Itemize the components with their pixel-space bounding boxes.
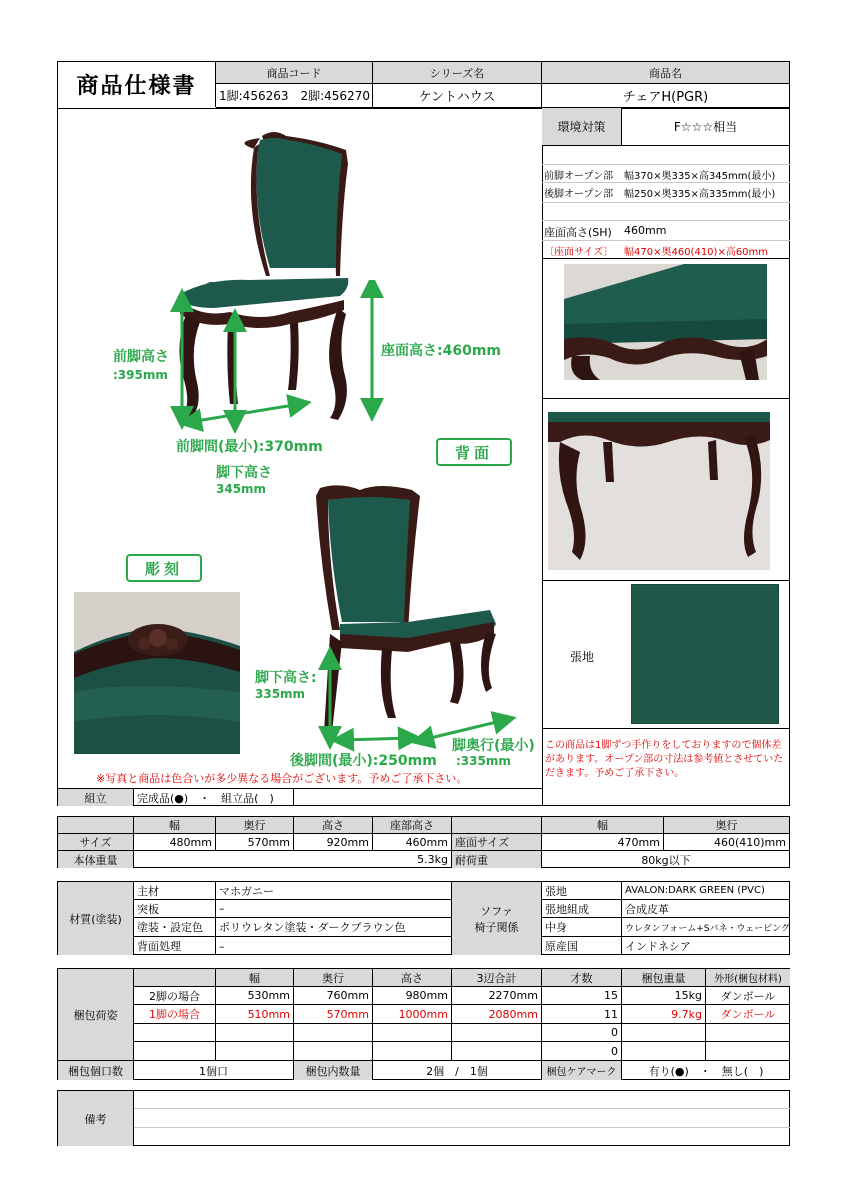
pkg-cell-h [373, 1042, 452, 1061]
leg-depth-label-a: 脚奥行(最小) [452, 738, 535, 754]
material-value-0: マホガニー [216, 882, 452, 900]
pkg-cell-h [373, 1024, 452, 1042]
seat-closeup-photo [564, 264, 767, 380]
pkg-cell-wt: 15kg [622, 987, 706, 1005]
page-title: 商品仕様書 [58, 62, 216, 107]
pkg-care-value: 有り(●) ・ 無し( ) [648, 1064, 764, 1078]
remarks-line [134, 1108, 790, 1109]
pkg-cell-w: 510mm [216, 1005, 294, 1024]
seat-size-label: 〔座面サイズ〕 [544, 247, 614, 258]
pkg-cell-name: 1脚の場合 [134, 1005, 216, 1024]
spec-divider [542, 202, 790, 203]
assembly-label: 組立 [58, 789, 134, 806]
seat-size-value: 幅470×奥460(410)×高60mm [624, 247, 769, 258]
sofa-value-1: 合成皮革 [622, 900, 790, 918]
pkg-cell-mat: ダンボール [706, 1005, 790, 1024]
load-value: 80kg以下 [641, 853, 691, 867]
under-leg-front-label-a: 脚下高さ [216, 465, 272, 481]
pkg-cell-name [134, 1024, 216, 1042]
load-label: 耐荷重 [452, 851, 542, 868]
back-view-badge: 背面 [436, 438, 512, 466]
pkg-cell-d: 570mm [294, 1005, 373, 1024]
spec-divider [542, 398, 790, 399]
remarks-line [134, 1127, 790, 1128]
seat-header-depth: 奥行 [664, 817, 790, 834]
sofa-label-line2: 椅子関係 [474, 920, 519, 934]
pkg-header-depth: 奥行 [294, 969, 373, 987]
front-dimension-lines [160, 280, 390, 440]
pkg-header-weight: 梱包重量 [622, 969, 706, 987]
name-label: 商品名 [542, 62, 790, 84]
material-key-2: 塗装・設定色 [134, 918, 216, 937]
under-leg-back-label-b: 335mm [255, 687, 306, 701]
sofa-key-1: 張地組成 [542, 900, 622, 918]
pkg-cell-sum: 2080mm [452, 1005, 542, 1024]
pkg-inner-label: 梱包内数量 [294, 1061, 373, 1080]
env-label: 環境対策 [542, 108, 622, 146]
pkg-header-sum: 3辺合計 [452, 969, 542, 987]
pkg-cell-sum [452, 1042, 542, 1061]
weight-value: 5.3kg [134, 851, 452, 868]
weight-label: 本体重量 [58, 851, 134, 868]
size-header-width: 幅 [134, 817, 216, 834]
pkg-cell-wt: 9.7kg [622, 1005, 706, 1024]
pkg-cell-wt [622, 1024, 706, 1042]
env-value: F☆☆☆相当 [622, 108, 790, 146]
series-label: シリーズ名 [373, 62, 542, 84]
pkg-header-height: 高さ [373, 969, 452, 987]
remarks-table [57, 1090, 790, 1146]
seat-width-value: 470mm [542, 834, 664, 851]
pkg-cell-mat [706, 1042, 790, 1061]
leg-depth-label-b: :335mm [456, 754, 511, 768]
sofa-value-2: ウレタンフォーム+Sバネ・ウェービング [622, 918, 790, 937]
size-header-height: 高さ [294, 817, 373, 834]
pkg-inner-value: 2個 / 1個 [373, 1061, 542, 1080]
size-corner [58, 817, 134, 834]
pkg-cell-w: 530mm [216, 987, 294, 1005]
material-key-0: 主材 [134, 882, 216, 900]
size-header-depth: 奥行 [216, 817, 294, 834]
fabric-swatch [631, 584, 779, 724]
seat-size-corner [452, 817, 542, 834]
fabric-label: 張地 [570, 650, 595, 664]
pkg-cell-w [216, 1042, 294, 1061]
color-disclaimer: ※写真と商品は色合いが多少異なる場合がございます。予めご了承下さい。 [96, 772, 468, 785]
front-leg-span-label: 前脚間(最小):370mm [176, 439, 323, 455]
carving-badge: 彫刻 [126, 554, 202, 582]
pkg-header-width: 幅 [216, 969, 294, 987]
size-header-seat: 座部高さ [373, 817, 452, 834]
pkg-count-value: 1個口 [134, 1061, 294, 1080]
pkg-cell-sum [452, 1024, 542, 1042]
pkg-cell-sai: 15 [542, 987, 622, 1005]
pkg-cell-d: 760mm [294, 987, 373, 1005]
front-open-label: 前脚オープン部 [544, 171, 614, 182]
size-depth-value: 570mm [216, 834, 294, 851]
material-label: 材質(塗装) [58, 882, 134, 955]
pkg-header-material: 外形(梱包材料) [706, 969, 790, 987]
code-value: 1脚:456263 2脚:456270 [216, 84, 373, 108]
pkg-cell-h: 980mm [373, 987, 452, 1005]
pkg-header-sai: 才数 [542, 969, 622, 987]
back-leg-span-label: 後脚間(最小):250mm [290, 753, 437, 769]
pkg-cell-mat [706, 1024, 790, 1042]
pkg-cell-name: 2脚の場合 [134, 987, 216, 1005]
material-value-2: ポリウレタン塗装・ダークブラウン色 [216, 918, 452, 937]
spec-divider [542, 182, 790, 183]
spec-divider [542, 164, 790, 165]
sofa-value-0: AVALON:DARK GREEN (PVC) [622, 882, 790, 900]
sofa-key-0: 張地 [542, 882, 622, 900]
seat-height-label: 座面高さ(SH) [544, 226, 612, 239]
assembly-value: 完成品(●) ・ 組立品( ) [134, 789, 294, 806]
size-row-label: サイズ [58, 834, 134, 851]
size-seat-value: 460mm [373, 834, 452, 851]
seat-depth-value: 460(410)mm [664, 834, 790, 851]
pkg-cell-d [294, 1024, 373, 1042]
pkg-cell-sai: 11 [542, 1005, 622, 1024]
pkg-care-label: 梱包ケアマーク [542, 1061, 622, 1080]
series-value: ケントハウス [373, 84, 542, 108]
pkg-cell-sai: 0 [542, 1042, 622, 1061]
pkg-count-label: 梱包個口数 [58, 1061, 134, 1080]
sofa-label-line1: ソファ [480, 904, 513, 918]
front-leg-height-label-b: :395mm [113, 368, 168, 382]
pkg-cell-mat: ダンボール [706, 987, 790, 1005]
remarks-label: 備考 [58, 1091, 134, 1146]
seat-height-value: 460mm [624, 224, 667, 237]
material-key-1: 突板 [134, 900, 216, 918]
seat-height-dim-label: 座面高さ:460mm [381, 343, 501, 359]
size-width-value: 480mm [134, 834, 216, 851]
under-leg-back-label-a: 脚下高さ: [255, 670, 317, 686]
sofa-label [452, 882, 542, 955]
under-leg-front-label-b: 345mm [216, 482, 267, 496]
package-corner [134, 969, 216, 987]
back-open-value: 幅250×奥335×高335mm(最小) [624, 189, 776, 200]
spec-divider [542, 220, 790, 221]
carving-closeup-photo [74, 592, 240, 754]
code-label: 商品コード [216, 62, 373, 84]
seat-header-width: 幅 [542, 817, 664, 834]
spec-divider [542, 258, 790, 259]
craft-note: この商品は1脚ずつ手作りをしておりますので個体差があります。オープン部の寸法は参考値とさせていただきます。予めご了承下さい。 [545, 740, 784, 779]
pkg-cell-h: 1000mm [373, 1005, 452, 1024]
size-height-value: 920mm [294, 834, 373, 851]
sofa-key-2: 中身 [542, 918, 622, 937]
back-open-label: 後脚オープン部 [544, 189, 614, 200]
front-leg-height-label-a: 前脚高さ [113, 349, 169, 365]
material-value-1: – [216, 900, 452, 918]
package-label: 梱包荷姿 [58, 969, 134, 1061]
spec-divider [542, 728, 790, 729]
leg-closeup-photo [548, 412, 770, 570]
spec-divider [542, 240, 790, 241]
pkg-cell-w [216, 1024, 294, 1042]
material-key-3: 背面処理 [134, 937, 216, 955]
spec-divider [542, 580, 790, 581]
pkg-cell-sum: 2270mm [452, 987, 542, 1005]
pkg-cell-name [134, 1042, 216, 1061]
material-value-3: – [216, 937, 452, 955]
sofa-key-3: 原産国 [542, 937, 622, 955]
sofa-value-3: インドネシア [625, 940, 691, 953]
pkg-cell-wt [622, 1042, 706, 1061]
name-value: チェアH(PGR) [542, 84, 790, 108]
pkg-cell-sai: 0 [542, 1024, 622, 1042]
seat-size-row-label: 座面サイズ [452, 834, 542, 851]
front-open-value: 幅370×奥335×高345mm(最小) [624, 171, 776, 182]
pkg-cell-d [294, 1042, 373, 1061]
